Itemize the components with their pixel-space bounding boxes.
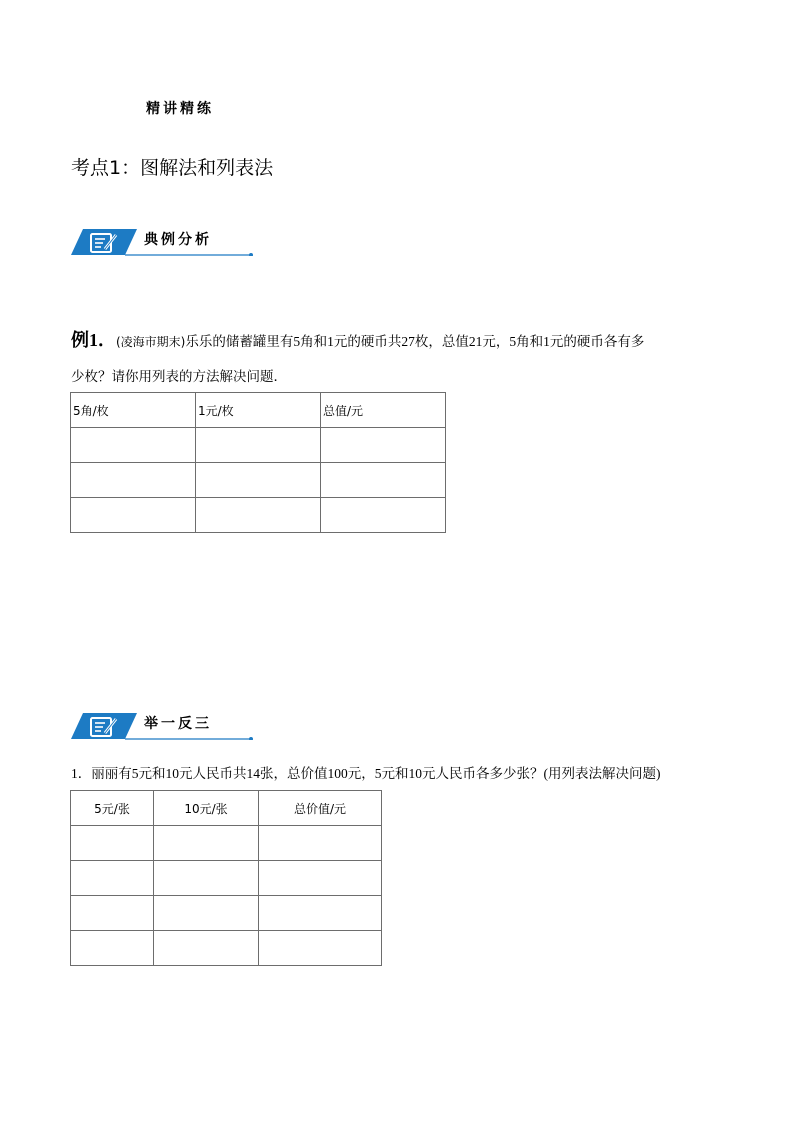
- table-header-row: [71, 791, 382, 826]
- example-analysis-banner: [71, 226, 253, 256]
- table-cell[interactable]: [259, 931, 382, 966]
- table-cell[interactable]: [259, 861, 382, 896]
- question-1-text: 1．丽丽有5元和10元人民币共14张，总价值100元，5元和10元人民币各多少张？(用列表法解决问题): [71, 766, 661, 781]
- table-row: [71, 463, 446, 498]
- table-cell[interactable]: [259, 826, 382, 861]
- practice-table: [70, 790, 382, 966]
- example-text-line-2: 少枚？请你用列表的方法解决问题．: [71, 369, 287, 384]
- example-1-line-1: [71, 330, 644, 352]
- table-cell[interactable]: [71, 896, 154, 931]
- page-subtitle: 精讲精练: [146, 101, 214, 117]
- table-row: [71, 861, 382, 896]
- table-cell[interactable]: [321, 428, 446, 463]
- table-header-cell: 10元/张: [154, 791, 259, 826]
- table-cell[interactable]: [71, 463, 196, 498]
- example-label: 例1．: [71, 330, 116, 350]
- table-cell[interactable]: [71, 826, 154, 861]
- practice-banner: [71, 710, 253, 740]
- table-cell[interactable]: [154, 826, 259, 861]
- example-source: (凌海市期末): [116, 335, 186, 349]
- table-cell[interactable]: [196, 463, 321, 498]
- example-table: [70, 392, 446, 533]
- section-title: 考点1：图解法和列表法: [71, 157, 274, 179]
- table-cell[interactable]: [71, 428, 196, 463]
- table-cell[interactable]: [154, 931, 259, 966]
- table-cell[interactable]: [259, 896, 382, 931]
- table-cell[interactable]: [71, 861, 154, 896]
- table-cell[interactable]: [196, 428, 321, 463]
- table-header-cell: 总价值/元: [259, 791, 382, 826]
- table-cell[interactable]: [154, 896, 259, 931]
- table-row: [71, 826, 382, 861]
- table-header-cell: 总值/元: [321, 393, 446, 428]
- table-cell[interactable]: [71, 931, 154, 966]
- table-row: [71, 931, 382, 966]
- table-cell[interactable]: [321, 498, 446, 533]
- banner-label: 典例分析: [144, 232, 212, 248]
- table-cell[interactable]: [154, 861, 259, 896]
- table-header-cell: 1元/枚: [196, 393, 321, 428]
- table-cell[interactable]: [196, 498, 321, 533]
- table-row: [71, 428, 446, 463]
- table-header-row: [71, 393, 446, 428]
- table-header-cell: 5角/枚: [71, 393, 196, 428]
- example-text-line-1: 乐乐的储蓄罐里有5角和1元的硬币共27枚，总值21元，5角和1元的硬币各有多: [185, 334, 645, 349]
- banner-label: 举一反三: [144, 716, 212, 732]
- table-row: [71, 498, 446, 533]
- table-row: [71, 896, 382, 931]
- table-cell[interactable]: [321, 463, 446, 498]
- table-header-cell: 5元/张: [71, 791, 154, 826]
- table-cell[interactable]: [71, 498, 196, 533]
